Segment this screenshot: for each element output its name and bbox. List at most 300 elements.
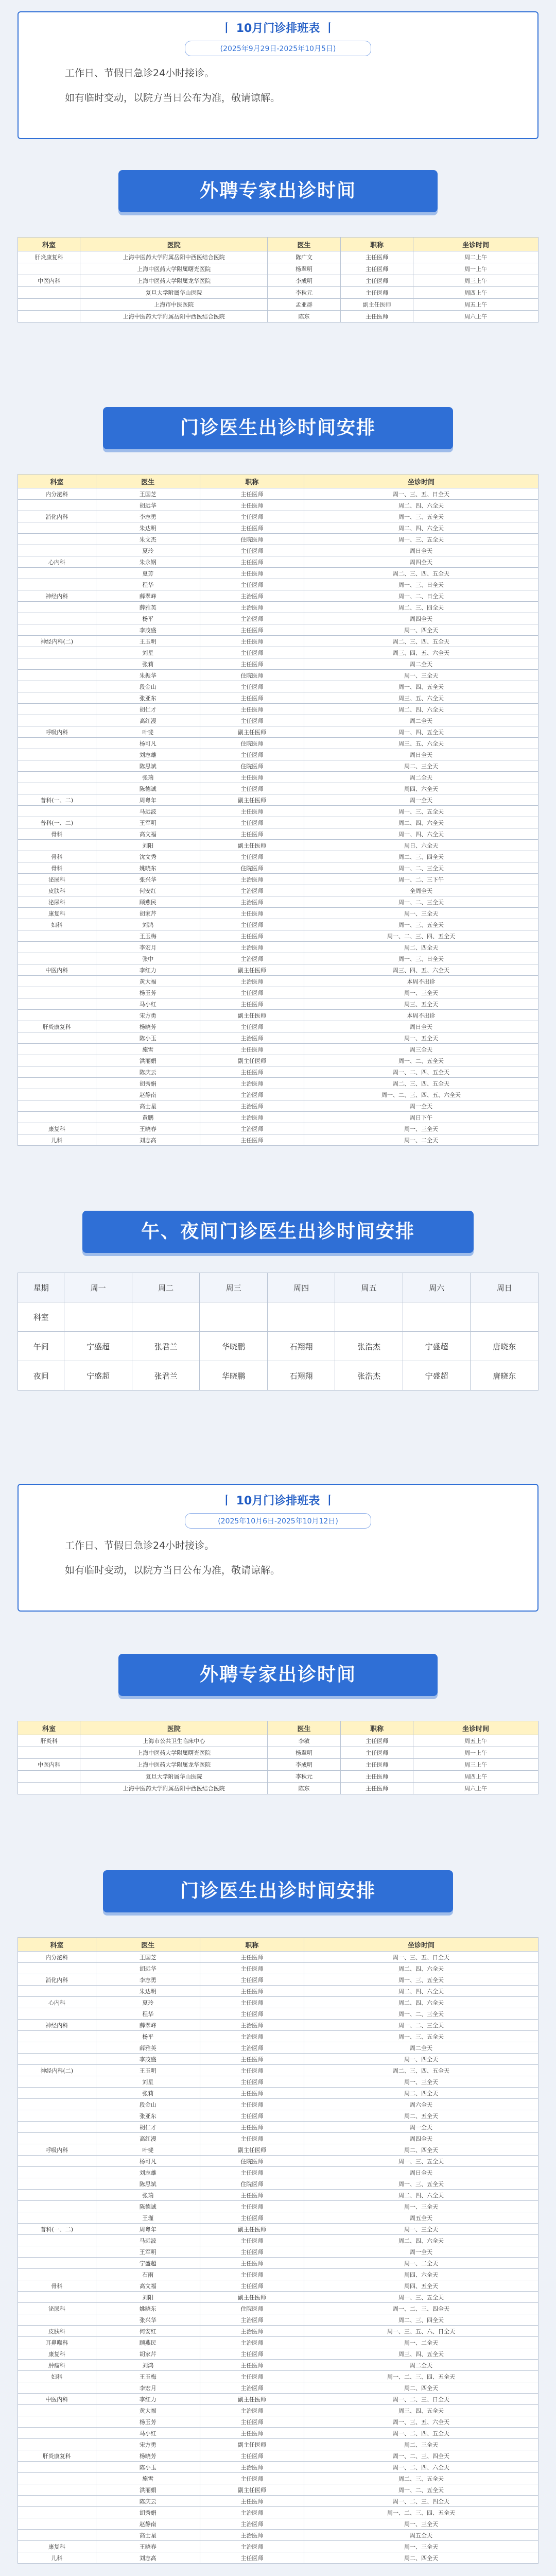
table-cell bbox=[18, 749, 96, 760]
table-cell: 周一、三、五全天 bbox=[304, 534, 538, 545]
roster-table bbox=[18, 474, 538, 1146]
table-cell: 胡远华 bbox=[96, 500, 200, 511]
table-cell: 主任医师 bbox=[200, 545, 304, 556]
table-cell: 住院医师 bbox=[200, 2303, 304, 2314]
table-cell: 周一、三全天 bbox=[304, 2076, 538, 2088]
column-header: 周三 bbox=[200, 1273, 268, 1302]
table-cell: 主任医师 bbox=[340, 263, 413, 275]
table-cell: 主任医师 bbox=[340, 1771, 413, 1783]
table-row bbox=[18, 2212, 538, 2224]
table-cell: 主任医师 bbox=[200, 568, 304, 579]
table-cell: 周一、三、日全天 bbox=[304, 579, 538, 590]
table-cell: 主任医师 bbox=[200, 1963, 304, 1974]
table-cell: 主任医师 bbox=[200, 2122, 304, 2133]
table-cell: 副主任医师 bbox=[340, 299, 413, 311]
table-cell: 周二、五全天 bbox=[304, 2110, 538, 2122]
table-row bbox=[18, 2133, 538, 2144]
table-cell bbox=[18, 2496, 96, 2507]
table-cell: 上海市公共卫生临床中心 bbox=[80, 1735, 268, 1747]
table-cell: 马小红 bbox=[96, 998, 200, 1010]
column-header: 科室 bbox=[18, 238, 80, 251]
table-row bbox=[18, 590, 538, 602]
table-cell: 周二、三全天 bbox=[304, 2439, 538, 2450]
table-row bbox=[18, 1078, 538, 1089]
table-row bbox=[18, 1997, 538, 2008]
table-cell bbox=[18, 1747, 80, 1759]
table-cell: 主治医师 bbox=[200, 896, 304, 908]
table-cell: 上海市中医医院 bbox=[80, 299, 268, 311]
table-cell: 周一、三全天 bbox=[304, 1123, 538, 1134]
table-cell bbox=[18, 2122, 96, 2133]
table-cell bbox=[18, 568, 96, 579]
table-cell: 周一、三、五、日全天 bbox=[304, 488, 538, 500]
table-cell bbox=[18, 2246, 96, 2258]
table-cell: 杨可凡 bbox=[96, 2156, 200, 2167]
table-cell: 上海中医药大学附属岳阳中西医结合医院 bbox=[80, 251, 268, 263]
table-cell: 肝炎康复科 bbox=[18, 251, 80, 263]
table-cell bbox=[471, 1302, 538, 1332]
table-cell: 王玉明 bbox=[96, 636, 200, 647]
table-cell bbox=[18, 1044, 96, 1055]
table-row bbox=[18, 2088, 538, 2099]
table-cell: 普科(一、二) bbox=[18, 794, 96, 806]
table-cell: 张浩杰 bbox=[335, 1332, 403, 1361]
table-header-row bbox=[18, 1721, 538, 1735]
table-row bbox=[18, 287, 538, 299]
table-row bbox=[18, 2360, 538, 2371]
table-cell: 张莉 bbox=[96, 658, 200, 670]
table-cell: 张浩杰 bbox=[335, 1361, 403, 1391]
table-cell: 张瑞 bbox=[96, 2190, 200, 2201]
table-cell bbox=[18, 2439, 96, 2450]
table-cell: 肝炎康复科 bbox=[18, 2450, 96, 2462]
table-cell: 主治医师 bbox=[200, 2405, 304, 2416]
table-cell: 杨平 bbox=[96, 613, 200, 624]
table-cell: 唐晓东 bbox=[471, 1361, 538, 1391]
table-cell: 主任医师 bbox=[200, 522, 304, 534]
table-cell: 高红漫 bbox=[96, 715, 200, 726]
table-cell: 刘志雄 bbox=[96, 2167, 200, 2178]
column-header: 职称 bbox=[200, 474, 304, 488]
table-cell: 石翔翔 bbox=[267, 1361, 335, 1391]
table-cell: 石雨 bbox=[96, 2269, 200, 2280]
table-cell: 骨科 bbox=[18, 828, 96, 840]
table-row bbox=[18, 1021, 538, 1032]
table-row bbox=[18, 488, 538, 500]
table-cell: 主治医师 bbox=[200, 1112, 304, 1123]
table-row bbox=[18, 556, 538, 568]
table-cell: 周一、三、五、日全天 bbox=[304, 1952, 538, 1963]
notice-title: 丨 10月门诊排班表 丨 bbox=[221, 1495, 335, 1507]
table-row bbox=[18, 942, 538, 953]
table-cell: 顾燕民 bbox=[96, 896, 200, 908]
table-cell: 刘阳 bbox=[96, 840, 200, 851]
column-header: 科室 bbox=[18, 474, 96, 488]
section-banner-outpatient: 门诊医生出诊时间安排 bbox=[103, 1870, 453, 1912]
table-header-row bbox=[18, 474, 538, 488]
table-cell: 内分泌科 bbox=[18, 488, 96, 500]
table-row bbox=[18, 2065, 538, 2076]
table-cell: 周一、三全天 bbox=[304, 2201, 538, 2212]
table-cell: 杨翠明 bbox=[268, 263, 341, 275]
table-cell: 主任医师 bbox=[200, 1986, 304, 1997]
table-cell: 沈文秀 bbox=[96, 851, 200, 862]
table-row bbox=[18, 2428, 538, 2439]
table-cell: 周二全天 bbox=[304, 2360, 538, 2371]
table-cell: 李成明 bbox=[268, 275, 341, 287]
table-row bbox=[18, 2292, 538, 2303]
table-cell: 主任医师 bbox=[340, 1759, 413, 1771]
table-cell: 主治医师 bbox=[200, 1100, 304, 1112]
table-cell: 主任医师 bbox=[200, 2371, 304, 2382]
table-cell: 姚晓东 bbox=[96, 2303, 200, 2314]
table-cell: 主治医师 bbox=[200, 953, 304, 964]
table-cell: 杨平 bbox=[96, 2031, 200, 2042]
table-cell: 上海中医药大学附属曙光医院 bbox=[80, 263, 268, 275]
column-header: 医院 bbox=[80, 238, 268, 251]
table-cell: 副主任医师 bbox=[200, 840, 304, 851]
notice-line: 如有临时变动，以院方当日公布为准，敬请谅解。 bbox=[65, 1565, 281, 1576]
table-row bbox=[18, 2031, 538, 2042]
table-cell: 周二、四全天 bbox=[304, 2382, 538, 2394]
table-cell: 张亚东 bbox=[96, 692, 200, 704]
table-cell: 周一、二、三、四全天 bbox=[304, 2496, 538, 2507]
table-cell: 胡家芹 bbox=[96, 908, 200, 919]
table-row bbox=[18, 647, 538, 658]
table-cell: 周一、三、五全天 bbox=[304, 2031, 538, 2042]
table-cell: 夜间 bbox=[18, 1361, 64, 1391]
table-row bbox=[18, 1123, 538, 1134]
table-row bbox=[18, 311, 538, 323]
table-cell bbox=[18, 263, 80, 275]
table-cell: 主任医师 bbox=[200, 2167, 304, 2178]
table-cell: 周一、二、三全天 bbox=[304, 862, 538, 874]
table-row bbox=[18, 749, 538, 760]
table-cell: 周日全天 bbox=[304, 749, 538, 760]
table-row bbox=[18, 919, 538, 930]
table-row bbox=[18, 772, 538, 783]
table-cell: 主治医师 bbox=[200, 613, 304, 624]
table-cell: 心内科 bbox=[18, 1997, 96, 2008]
table-row bbox=[18, 2450, 538, 2462]
table-cell bbox=[18, 2076, 96, 2088]
table-cell: 康复科 bbox=[18, 1123, 96, 1134]
table-row bbox=[18, 568, 538, 579]
table-cell: 周一全天 bbox=[304, 2246, 538, 2258]
table-cell: 主任医师 bbox=[200, 500, 304, 511]
table-cell: 主任医师 bbox=[200, 704, 304, 715]
table-row bbox=[18, 1974, 538, 1986]
table-cell bbox=[18, 2099, 96, 2110]
table-row bbox=[18, 613, 538, 624]
table-cell: 周四、五全天 bbox=[304, 2280, 538, 2292]
table-cell bbox=[18, 1112, 96, 1123]
table-cell bbox=[18, 840, 96, 851]
table-cell: 周三、五、六全天 bbox=[304, 738, 538, 749]
table-row bbox=[18, 2394, 538, 2405]
table-cell: 周一、三全天 bbox=[304, 2224, 538, 2235]
table-cell bbox=[18, 2201, 96, 2212]
table-cell: 刘志高 bbox=[96, 1134, 200, 1146]
table-cell: 刘志高 bbox=[96, 2552, 200, 2564]
table-cell: 胡秀娟 bbox=[96, 2507, 200, 2518]
table-cell bbox=[18, 1783, 80, 1794]
table-cell bbox=[18, 772, 96, 783]
table-row bbox=[18, 726, 538, 738]
table-cell: 王国芝 bbox=[96, 1952, 200, 1963]
table-cell: 主任医师 bbox=[200, 930, 304, 942]
column-header: 职称 bbox=[200, 1938, 304, 1952]
table-cell: 周一、二、四、六全天 bbox=[304, 2462, 538, 2473]
table-row bbox=[18, 2462, 538, 2473]
table-cell: 李敏 bbox=[268, 1735, 341, 1747]
table-cell: 周二全天 bbox=[304, 658, 538, 670]
table-cell: 陈东 bbox=[268, 311, 341, 323]
table-cell: 主任医师 bbox=[200, 2269, 304, 2280]
table-cell bbox=[18, 760, 96, 772]
table-row bbox=[18, 1783, 538, 1794]
table-cell: 副主任医师 bbox=[200, 2439, 304, 2450]
table-cell: 主治医师 bbox=[200, 2042, 304, 2054]
table-cell: 主任医师 bbox=[200, 715, 304, 726]
table-cell: 周二、四、六全天 bbox=[304, 500, 538, 511]
table-cell: 周五上午 bbox=[413, 299, 538, 311]
column-header: 医生 bbox=[96, 1938, 200, 1952]
table-cell: 周一、二、三、四、五全天 bbox=[304, 930, 538, 942]
table-cell: 耳鼻喉科 bbox=[18, 2337, 96, 2348]
table-cell bbox=[18, 647, 96, 658]
table-cell bbox=[18, 2530, 96, 2541]
table-cell: 宁盛超 bbox=[64, 1361, 132, 1391]
table-cell: 陈庆云 bbox=[96, 1066, 200, 1078]
table-cell: 周日全天 bbox=[304, 2167, 538, 2178]
table-row bbox=[18, 2167, 538, 2178]
table-cell: 朱振华 bbox=[96, 670, 200, 681]
table-cell: 周一、二、四、五全天 bbox=[304, 1066, 538, 1078]
table-cell: 陈思斌 bbox=[96, 2178, 200, 2190]
table-row bbox=[18, 1759, 538, 1771]
table-cell: 周一、三、日全天 bbox=[304, 953, 538, 964]
table-cell: 周一、三、五全天 bbox=[304, 511, 538, 522]
table-cell: 马小红 bbox=[96, 2428, 200, 2439]
table-cell: 主任医师 bbox=[340, 275, 413, 287]
table-cell: 复旦大学附属华山医院 bbox=[80, 1771, 268, 1783]
table-cell: 主治医师 bbox=[200, 2314, 304, 2326]
table-cell: 刘星 bbox=[96, 647, 200, 658]
table-cell bbox=[18, 2382, 96, 2394]
table-row bbox=[18, 2178, 538, 2190]
table-cell bbox=[18, 1771, 80, 1783]
table-cell: 周六全天 bbox=[304, 2099, 538, 2110]
table-row bbox=[18, 2122, 538, 2133]
table-row bbox=[18, 2258, 538, 2269]
notice-title: 丨 10月门诊排班表 丨 bbox=[221, 22, 335, 35]
table-row bbox=[18, 2416, 538, 2428]
table-cell: 周三、四、五、六全天 bbox=[304, 964, 538, 976]
table-row bbox=[18, 2382, 538, 2394]
table-cell: 陈德诚 bbox=[96, 2201, 200, 2212]
table-cell: 石翔翔 bbox=[267, 1332, 335, 1361]
table-cell: 陈德诚 bbox=[96, 783, 200, 794]
table-cell: 周一全天 bbox=[304, 794, 538, 806]
table-cell bbox=[18, 976, 96, 987]
table-cell: 主任医师 bbox=[200, 511, 304, 522]
table-row bbox=[18, 522, 538, 534]
table-cell: 张兴华 bbox=[96, 2314, 200, 2326]
table-cell bbox=[18, 2314, 96, 2326]
table-cell: 周粤年 bbox=[96, 794, 200, 806]
table-cell: 黄大福 bbox=[96, 2405, 200, 2416]
table-cell: 周二、四全天 bbox=[304, 2144, 538, 2156]
table-cell: 周二、三、四、五全天 bbox=[304, 2065, 538, 2076]
table-cell: 主任医师 bbox=[200, 2235, 304, 2246]
column-header: 周六 bbox=[403, 1273, 471, 1302]
table-cell: 李红力 bbox=[96, 2394, 200, 2405]
table-cell bbox=[18, 2008, 96, 2020]
table-cell bbox=[18, 2484, 96, 2496]
table-cell: 上海中医药大学附属龙华医院 bbox=[80, 275, 268, 287]
table-cell: 全周全天 bbox=[304, 885, 538, 896]
table-cell: 周二、四、六全天 bbox=[304, 522, 538, 534]
table-cell bbox=[18, 783, 96, 794]
table-row bbox=[18, 760, 538, 772]
table-cell: 主任医师 bbox=[340, 287, 413, 299]
table-row bbox=[18, 783, 538, 794]
table-cell: 上海中医药大学附属曙光医院 bbox=[80, 1747, 268, 1759]
table-cell: 周一、三、五全天 bbox=[304, 919, 538, 930]
table-cell: 主治医师 bbox=[200, 590, 304, 602]
table-cell: 妇科 bbox=[18, 2371, 96, 2382]
table-cell: 呼吸内科 bbox=[18, 2144, 96, 2156]
table-cell: 中医内科 bbox=[18, 1759, 80, 1771]
table-row bbox=[18, 1112, 538, 1123]
table-cell: 周四上午 bbox=[413, 287, 538, 299]
table-cell: 朱达明 bbox=[96, 522, 200, 534]
table-cell: 王国芝 bbox=[96, 488, 200, 500]
table-cell: 周三、四、五全天 bbox=[304, 2348, 538, 2360]
table-cell: 宋方勇 bbox=[96, 1010, 200, 1021]
table-cell: 胡仁才 bbox=[96, 2122, 200, 2133]
table-cell: 周四全天 bbox=[304, 556, 538, 568]
table-cell: 副主任医师 bbox=[200, 2224, 304, 2235]
table-cell: 施雪 bbox=[96, 1044, 200, 1055]
table-cell: 马远波 bbox=[96, 806, 200, 817]
table-cell: 住院医师 bbox=[200, 862, 304, 874]
table-cell: 周二、四、六全天 bbox=[304, 2235, 538, 2246]
table-cell bbox=[18, 1100, 96, 1112]
table-cell: 王军明 bbox=[96, 2246, 200, 2258]
table-cell: 周一、二、三全天 bbox=[304, 896, 538, 908]
column-header: 职称 bbox=[340, 1721, 413, 1735]
table-cell: 主任医师 bbox=[340, 311, 413, 323]
table-cell bbox=[18, 2133, 96, 2144]
table-row bbox=[18, 1044, 538, 1055]
table-cell: 段金山 bbox=[96, 681, 200, 692]
table-cell: 主任医师 bbox=[200, 2054, 304, 2065]
table-row bbox=[18, 1134, 538, 1146]
table-cell: 主任医师 bbox=[200, 647, 304, 658]
table-row bbox=[18, 908, 538, 919]
table-row bbox=[18, 624, 538, 636]
table-cell: 主任医师 bbox=[200, 987, 304, 998]
table-cell: 泌尿科 bbox=[18, 874, 96, 885]
table-cell: 主任医师 bbox=[200, 998, 304, 1010]
table-cell: 赵静南 bbox=[96, 1089, 200, 1100]
table-cell: 主治医师 bbox=[200, 976, 304, 987]
table-cell bbox=[18, 670, 96, 681]
table-cell: 儿科 bbox=[18, 2552, 96, 2564]
table-cell: 张亚东 bbox=[96, 2110, 200, 2122]
table-cell: 神经内科(二) bbox=[18, 636, 96, 647]
table-cell: 李茂盛 bbox=[96, 624, 200, 636]
table-row bbox=[18, 2518, 538, 2530]
table-row bbox=[18, 602, 538, 613]
table-row bbox=[18, 2076, 538, 2088]
table-cell: 周一、三、五全天 bbox=[304, 2178, 538, 2190]
table-cell: 宁盛超 bbox=[403, 1332, 471, 1361]
table-cell: 主任医师 bbox=[200, 636, 304, 647]
table-row bbox=[18, 987, 538, 998]
table-cell: 张君兰 bbox=[132, 1361, 200, 1391]
table-row bbox=[18, 1302, 538, 1332]
table-cell bbox=[18, 299, 80, 311]
table-cell bbox=[18, 2235, 96, 2246]
table-cell: 周一、二全天 bbox=[304, 1134, 538, 1146]
table-cell: 华晓鹏 bbox=[200, 1361, 268, 1391]
table-cell: 段金山 bbox=[96, 2099, 200, 2110]
table-cell: 顾燕民 bbox=[96, 2337, 200, 2348]
table-cell: 主任医师 bbox=[200, 828, 304, 840]
table-cell bbox=[18, 930, 96, 942]
table-cell: 周五全天 bbox=[304, 2530, 538, 2541]
column-header: 周四 bbox=[267, 1273, 335, 1302]
table-cell: 施雪 bbox=[96, 2473, 200, 2484]
notice-date-range: (2025年10月6日-2025年10月12日) bbox=[185, 1513, 371, 1529]
table-cell: 上海中医药大学附属岳阳中西医结合医院 bbox=[80, 1783, 268, 1794]
table-cell: 周一、二、五全天 bbox=[304, 1055, 538, 1066]
table-row bbox=[18, 2326, 538, 2337]
table-cell: 王玉明 bbox=[96, 2065, 200, 2076]
section-banner-expert: 外聘专家出诊时间 bbox=[118, 170, 438, 212]
table-cell: 主任医师 bbox=[200, 817, 304, 828]
roster-table bbox=[18, 1937, 538, 2564]
table-cell: 皮肤科 bbox=[18, 885, 96, 896]
table-cell bbox=[18, 287, 80, 299]
table-cell bbox=[18, 715, 96, 726]
table-row bbox=[18, 500, 538, 511]
table-cell bbox=[18, 2405, 96, 2416]
table-cell: 程华 bbox=[96, 579, 200, 590]
section-banner-outpatient: 门诊医生出诊时间安排 bbox=[103, 407, 453, 449]
table-row bbox=[18, 874, 538, 885]
table-cell: 消化内科 bbox=[18, 511, 96, 522]
table-row bbox=[18, 953, 538, 964]
table-cell bbox=[18, 704, 96, 715]
table-cell bbox=[403, 1302, 471, 1332]
table-cell: 主治医师 bbox=[200, 2031, 304, 2042]
table-cell: 主任医师 bbox=[200, 579, 304, 590]
table-cell bbox=[18, 658, 96, 670]
table-cell: 周二、三、四、五全天 bbox=[304, 636, 538, 647]
table-cell: 周一、二、三、四、五全天 bbox=[304, 2371, 538, 2382]
table-cell: 周一、二、三下午 bbox=[304, 874, 538, 885]
table-cell: 高士星 bbox=[96, 2530, 200, 2541]
table-cell: 杨玉芳 bbox=[96, 987, 200, 998]
table-cell: 主任医师 bbox=[200, 1952, 304, 1963]
table-cell: 周三、五、六全天 bbox=[304, 692, 538, 704]
table-cell bbox=[18, 2292, 96, 2303]
table-cell: 高红漫 bbox=[96, 2133, 200, 2144]
